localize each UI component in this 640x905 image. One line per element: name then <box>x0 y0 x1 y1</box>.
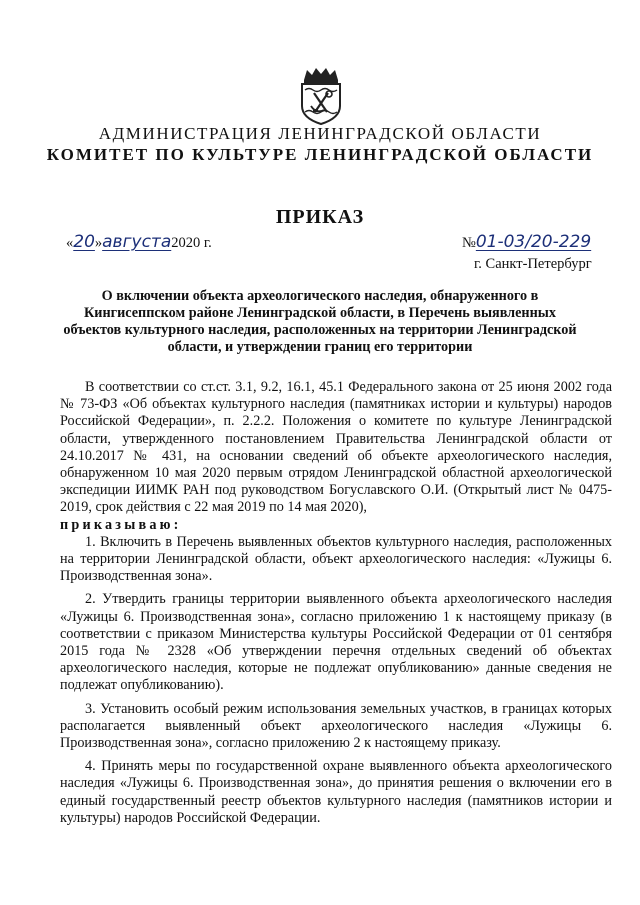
order-word: приказываю: <box>60 516 182 533</box>
order-item-2: 2. Утвердить границы территории выявленного объекта археологического наследия «Лужицы 6. Производственная зона», согласно приложению 1 к настоящему приказу (в соответствии с приказом Министерства культуры Российской Федерации от 01 сентября 2015 года № 2328 «Об утверждении перечня отдельных сведений об объектах археологического наследия, которые не подлежат опубликованию» данные сведения не подлежат опубликованию). <box>60 591 612 694</box>
order-item-1: 1. Включить в Перечень выявленных объектов культурного наследия, расположенных на территории Ленинградской области, объект археологического наследия: «Лужицы 6. Производственная зона». <box>60 533 612 585</box>
coat-of-arms-icon <box>294 66 348 126</box>
order-date <box>66 232 212 252</box>
preamble-paragraph: В соответствии со ст.ст. 3.1, 9.2, 16.1, 45.1 Федерального закона от 25 июня 2002 года № 73-ФЗ «Об объектах культурного наследия (памятниках истории и культуры) народов Российской Федерации», п. 2.2.2. Положения о комитете по культуре Ленинградской области, утвержденного постановлением Правительства Ленинградской области от 24.10.2017 № 431, на основании сведений об объекте археологического наследия, обнаруженном 10 мая 2020 первым отрядом Ленинградской областной археологической экспедиции ИИМК РАН под руководством Богуславского О.И. (Открытый лист № 0475-2019, срок действия с 22 мая 2019 по 14 мая 2020), <box>60 379 612 516</box>
order-subject: О включении объекта археологического наследия, обнаруженного в Кингисеппском районе Ленинградской области, в Перечень выявленных объектов культурного наследия, расположенных на территории Ленинградской области, и утверждении границ его территории <box>63 288 577 355</box>
org-name-administration: АДМИНИСТРАЦИЯ ЛЕНИНГРАДСКОЙ ОБЛАСТИ <box>98 124 542 143</box>
order-body <box>60 379 612 827</box>
order-item-4: 4. Принять меры по государственной охране выявленного объекта археологического наследия «Лужицы 6. Производственная зона», до принятия решения о включении его в единый государственный реестр объектов культурного наследия (памятников истории и культуры) народов Российской Федерации. <box>60 758 612 826</box>
number-prefix: № <box>462 235 476 251</box>
city: г. Санкт-Петербург <box>474 256 592 272</box>
date-close-quote: » <box>94 235 103 251</box>
date-month: августа <box>102 232 172 252</box>
date-day: 20 <box>73 232 95 252</box>
order-item-3: 3. Установить особый режим использования земельных участков, в границах которых располагается выявленный объект археологического наследия «Лужицы 6. Производственная зона», согласно приложению 2 к настоящему приказу. <box>60 700 612 752</box>
org-name-committee: КОМИТЕТ ПО КУЛЬТУРЕ ЛЕНИНГРАДСКОЙ ОБЛАСТИ <box>46 145 594 164</box>
date-open-quote: « <box>66 235 74 251</box>
date-year: 2020 г. <box>171 235 212 251</box>
order-number <box>462 232 591 252</box>
document-title: ПРИКАЗ <box>275 206 365 228</box>
number-value: 01-03/20-229 <box>475 232 592 252</box>
